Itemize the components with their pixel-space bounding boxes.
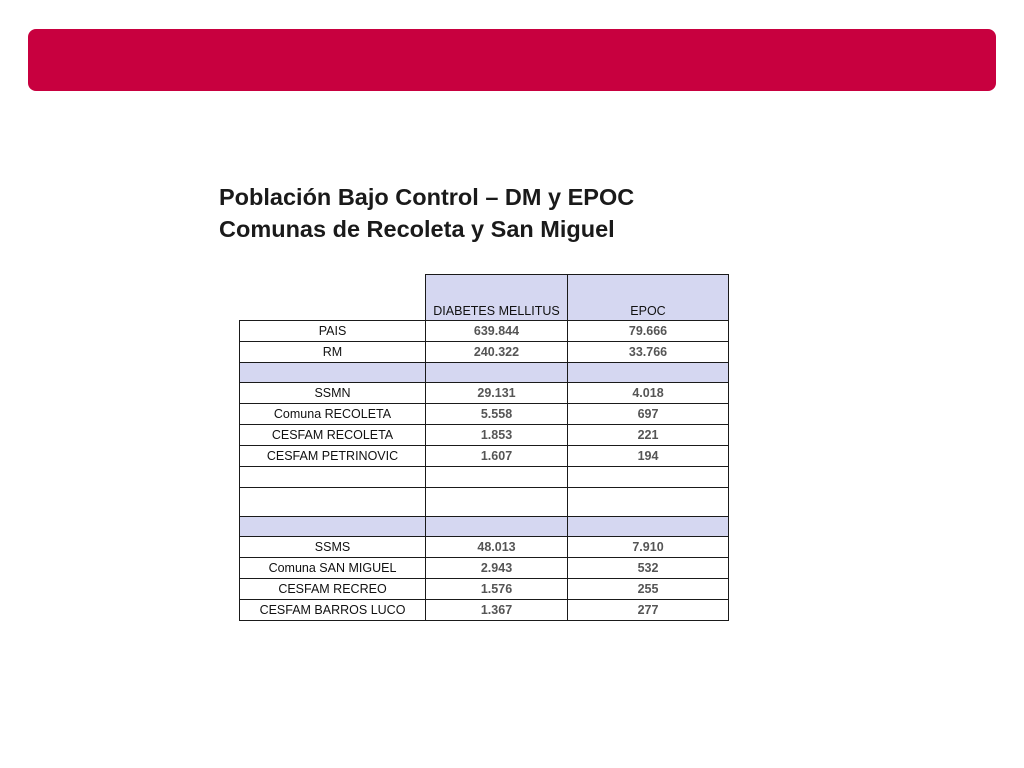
separator-cell	[240, 517, 426, 537]
row-label: PAIS	[240, 321, 426, 342]
dm-value: 5.558	[426, 404, 568, 425]
dm-value: 2.943	[426, 558, 568, 579]
row-label: CESFAM RECREO	[240, 579, 426, 600]
separator-cell	[568, 517, 729, 537]
dm-value: 639.844	[426, 321, 568, 342]
row-label: CESFAM PETRINOVIC	[240, 446, 426, 467]
top-banner	[28, 29, 996, 91]
title-line-2: Comunas de Recoleta y San Miguel	[219, 216, 615, 242]
empty-cell	[240, 488, 426, 517]
header-corner-cell	[240, 275, 426, 321]
epoc-value: 194	[568, 446, 729, 467]
separator-row	[240, 517, 729, 537]
dm-value: 1.607	[426, 446, 568, 467]
empty-cell	[568, 467, 729, 488]
dm-value: 1.367	[426, 600, 568, 621]
separator-row	[240, 363, 729, 383]
table-row	[240, 383, 729, 404]
dm-value: 1.853	[426, 425, 568, 446]
empty-cell	[568, 488, 729, 517]
table-header-row	[240, 275, 729, 321]
separator-cell	[568, 363, 729, 383]
dm-value: 1.576	[426, 579, 568, 600]
header-epoc: EPOC	[568, 275, 729, 321]
epoc-value: 532	[568, 558, 729, 579]
table-row	[240, 425, 729, 446]
empty-cell	[426, 488, 568, 517]
empty-row	[240, 488, 729, 517]
dm-value: 29.131	[426, 383, 568, 404]
table-row	[240, 537, 729, 558]
epoc-value: 697	[568, 404, 729, 425]
title-block	[219, 181, 779, 245]
epoc-value: 4.018	[568, 383, 729, 404]
empty-cell	[240, 467, 426, 488]
table-row	[240, 321, 729, 342]
separator-cell	[426, 517, 568, 537]
separator-cell	[240, 363, 426, 383]
row-label: RM	[240, 342, 426, 363]
header-dm: DIABETES MELLITUS	[426, 275, 568, 321]
data-table	[239, 274, 729, 621]
row-label: Comuna RECOLETA	[240, 404, 426, 425]
table-row	[240, 446, 729, 467]
dm-value: 240.322	[426, 342, 568, 363]
title-line-1: Población Bajo Control – DM y EPOC	[219, 184, 635, 210]
row-label: Comuna SAN MIGUEL	[240, 558, 426, 579]
empty-cell	[426, 467, 568, 488]
table-row	[240, 342, 729, 363]
epoc-value: 221	[568, 425, 729, 446]
epoc-value: 7.910	[568, 537, 729, 558]
epoc-value: 33.766	[568, 342, 729, 363]
table-row	[240, 558, 729, 579]
dm-value: 48.013	[426, 537, 568, 558]
row-label: CESFAM RECOLETA	[240, 425, 426, 446]
row-label: SSMS	[240, 537, 426, 558]
epoc-value: 255	[568, 579, 729, 600]
table-row	[240, 600, 729, 621]
separator-cell	[426, 363, 568, 383]
epoc-value: 277	[568, 600, 729, 621]
row-label: CESFAM BARROS LUCO	[240, 600, 426, 621]
row-label: SSMN	[240, 383, 426, 404]
epoc-value: 79.666	[568, 321, 729, 342]
table-row	[240, 404, 729, 425]
empty-row	[240, 467, 729, 488]
table-row	[240, 579, 729, 600]
